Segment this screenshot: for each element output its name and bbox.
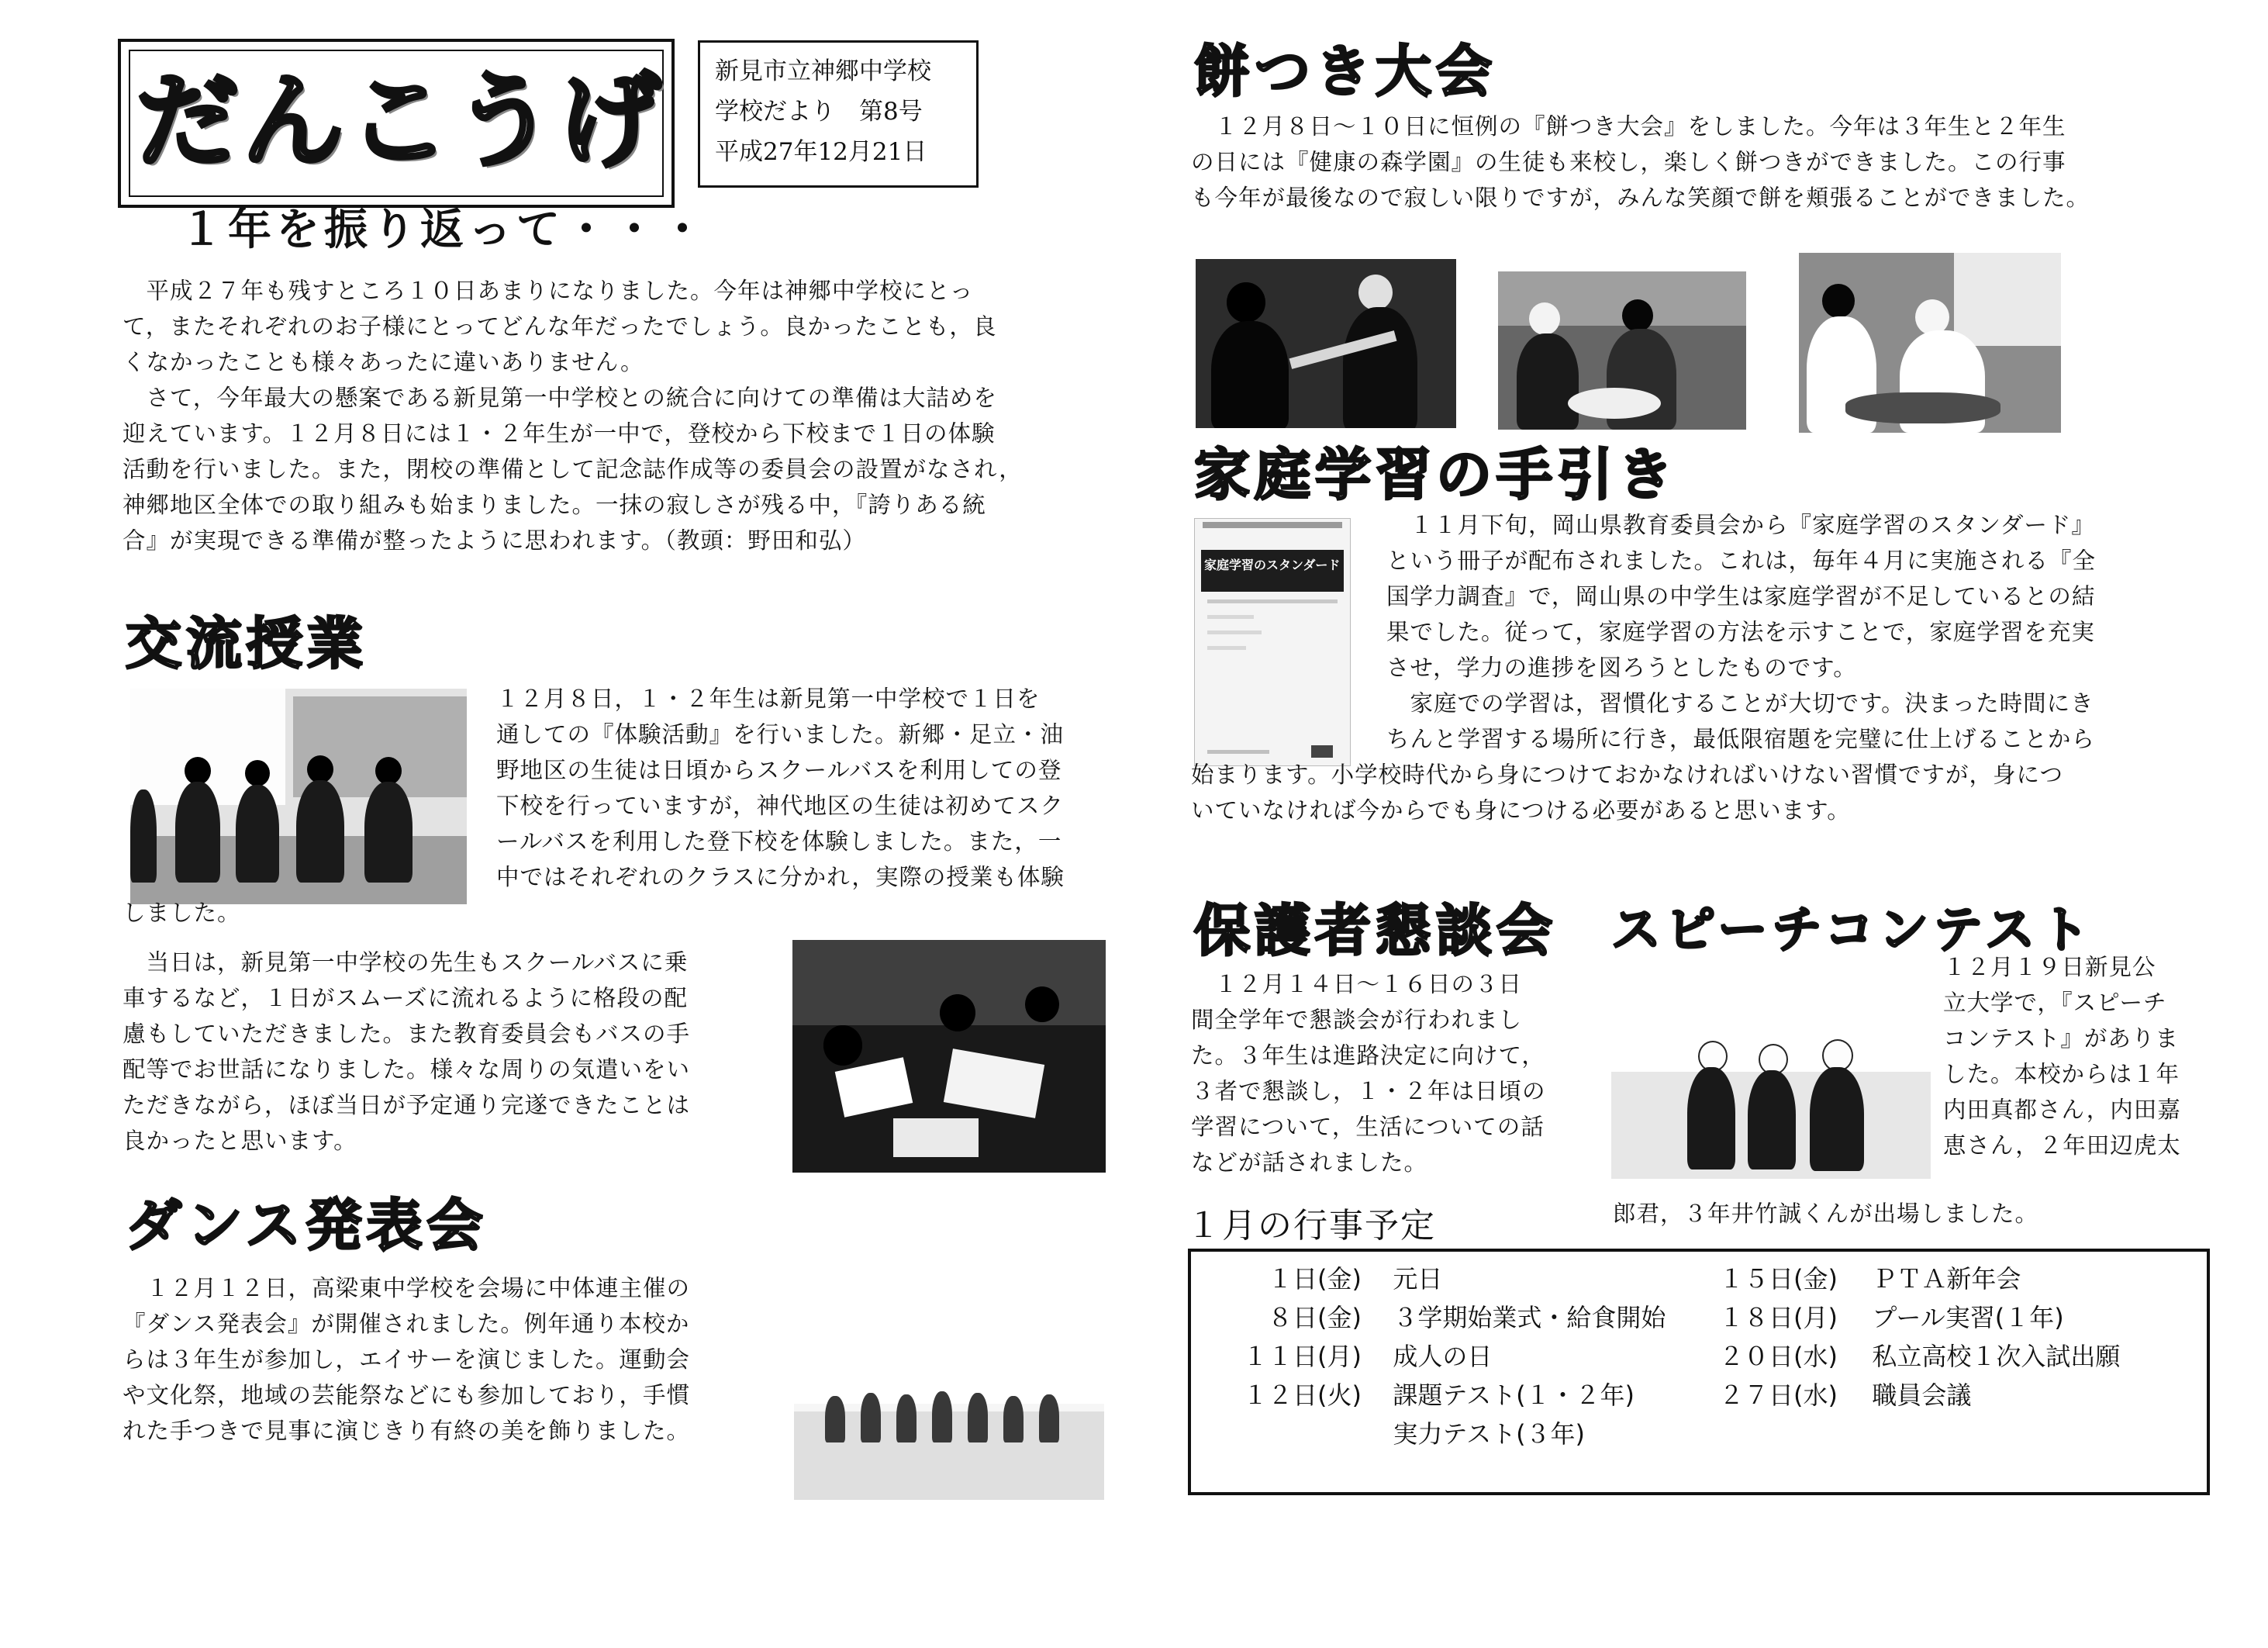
newsletter-title: だんこうげ <box>136 62 664 181</box>
speech-contest-photo <box>1611 979 1931 1179</box>
issue-date: 平成27年12月21日 <box>715 138 927 166</box>
schedule-date: １１日(月) <box>1243 1342 1362 1371</box>
mochi-heading: 餅つき大会 <box>1194 39 1497 104</box>
schedule-event: プール実習(１年) <box>1872 1303 2064 1332</box>
home-study-heading: 家庭学習の手引き <box>1194 442 1679 507</box>
school-name: 新見市立神郷中学校 <box>715 57 931 85</box>
dance-heading: ダンス発表会 <box>126 1193 488 1258</box>
parents-meeting-heading: 保護者懇談会 <box>1194 898 1558 963</box>
dance-paragraph: １２月１２日，高梁東中学校を会場に中体連主催の 『ダンス発表会』が開催されました。例年通り本校か らは３年生が参加し，エイサーを演じました。運動会 や文化祭，地域の芸能祭などにも参加しており，手慣 れた手つきで見事に演じきり有終の美を飾りました。 <box>123 1275 691 1444</box>
schedule-row <box>1706 1300 2064 1335</box>
schedule-date: １５日(金) <box>1719 1264 1838 1294</box>
schedule-event: ３学期始業式・給食開始 <box>1393 1303 1666 1332</box>
dance-photo <box>794 1287 1104 1500</box>
speech-contest-heading: スピーチコンテスト <box>1611 902 2094 959</box>
mochi-photo-1 <box>1196 259 1456 428</box>
exchange-photo-students <box>130 689 467 904</box>
exchange-paragraph-1-end: しました。 <box>123 900 241 926</box>
exchange-photo-class <box>792 940 1106 1173</box>
schedule-row <box>1238 1377 1635 1413</box>
schedule-date: ２７日(水) <box>1719 1380 1838 1410</box>
schedule-date: ２０日(水) <box>1719 1342 1838 1371</box>
mochi-photo-3 <box>1799 253 2061 433</box>
schedule-date: １２日(火) <box>1243 1380 1362 1410</box>
home-study-paragraph-1: １１月下旬，岡山県教育委員会から『家庭学習のスタンダード』 という冊子が配布されました。これは，毎年４月に実施される『全 国学力調査』で，岡山県の中学生は家庭学習が不足しているとの結 果でした。従って，家庭学習の方法を示すことで，家庭学習を充実 させ，学力の進捗を図ろうとしたものです。 家庭での学習は，習慣化することが大切です。決まった時間にき ちんと学習する場所に行き，最低限宿題を完璧に仕上げることから <box>1386 512 2097 752</box>
schedule-date: ８日(金) <box>1268 1303 1362 1332</box>
speech-contest-paragraph: １２月１９日新見公 立大学で，『スピーチ コンテスト』がありま した。本校からは１年 内田真都さん，内田嘉 恵さん，２年田辺虎太 <box>1943 954 2181 1159</box>
schedule-row <box>1238 1261 1442 1297</box>
mochi-paragraph: １２月８日～１０日に恒例の『餅つき大会』をしました。今年は３年生と２年生 の日には『健康の森学園』の生徒も来校し，楽しく餅つきができました。この行事 も今年が最後なので寂しい限りですが，みんな笑顔で餅を頬張ることができました。 <box>1191 113 2090 211</box>
exchange-paragraph-1: １２月８日，１・２年生は新見第一中学校で１日を 通しての『体験活動』を行いました。新郷・足立・油 野地区の生徒は日頃からスクールバスを利用しての登 下校を行っていますが，神代地区の生徒は初めてスク ールバスを利用した登下校を体験しました。また，一 中ではそれぞれのクラスに分かれ，実際の授業も体験 <box>496 686 1065 890</box>
schedule-event: 職員会議 <box>1872 1380 1972 1410</box>
mochi-photo-2 <box>1498 271 1746 430</box>
exchange-heading: 交流授業 <box>126 611 368 676</box>
exchange-paragraph-2: 当日は，新見第一中学校の先生もスクールバスに乗 車するなど，１日がスムーズに流れるように格段の配 慮もしていただきました。また教育委員会もバスの手 配等でお世話になりました。様々な周りの気遣いをい ただきながら，ほぼ当日が予定通り完遂できたことは 良かったと思います。 <box>123 949 691 1154</box>
schedule-date: １日(金) <box>1268 1264 1362 1294</box>
schedule-event: 課題テスト(１・２年) <box>1393 1380 1635 1410</box>
booklet-cover-title: 家庭学習のスタンダード <box>1204 558 1341 572</box>
reflect-heading: １年を振り返って・・・ <box>180 205 709 255</box>
schedule-row <box>1238 1339 1492 1374</box>
issue-number: 学校だより 第8号 <box>715 98 923 126</box>
schedule-event: ＰＴＡ新年会 <box>1872 1264 2021 1294</box>
schedule-event: 実力テスト(３年) <box>1393 1419 1586 1449</box>
schedule-row <box>1238 1300 1666 1335</box>
schedule-event: 成人の日 <box>1393 1342 1493 1371</box>
schedule-heading: １月の行事予定 <box>1186 1206 1436 1246</box>
schedule-row <box>1706 1377 1971 1413</box>
reflect-paragraph-1: 平成２７年も残すところ１０日あまりになりました。今年は神郷中学校にとっ て，またそれぞれのお子様にとってどんな年だったでしょう。良かったことも，良 くなかったことも様々あったに違いありません。 <box>123 278 997 375</box>
schedule-row <box>1238 1416 1585 1452</box>
schedule-event: 私立高校１次入試出願 <box>1872 1342 2121 1371</box>
speech-contest-paragraph-end: 郎君，３年井竹誠くんが出場しました。 <box>1613 1201 2039 1227</box>
reflect-paragraph-2: さて，今年最大の懸案である新見第一中学校との統合に向けての準備は大詰めを 迎えています。１２月８日には１・２年生が一中で，登校から下校まで１日の体験 活動を行いました。また，閉校の準備として記念誌作成等の委員会の設置がなされ， 神郷地区全体での取り組みも始まりました。一抹の寂しさが残る中，『誇りある統 合』が実現できる準備が整ったように思われます。（教頭：野田和弘） <box>123 385 1023 554</box>
home-study-paragraph-2: 始まります。小学校時代から身につけておかなければいけない習慣ですが，身につ いていなければ今からでも身につける必要があると思います。 <box>1191 762 2063 824</box>
parents-meeting-paragraph: １２月１４日～１６日の３日 間全学年で懇談会が行われまし た。３年生は進路決定に向けて， ３者で懇談し，１・２年は日頃の 学習について，生活についての話 などが話されました。 <box>1191 971 1546 1176</box>
schedule-row <box>1706 1261 2021 1297</box>
booklet-cover <box>1194 518 1351 766</box>
schedule-row <box>1706 1339 2120 1374</box>
schedule-date: １８日(月) <box>1719 1303 1838 1332</box>
schedule-event: 元日 <box>1393 1264 1443 1294</box>
